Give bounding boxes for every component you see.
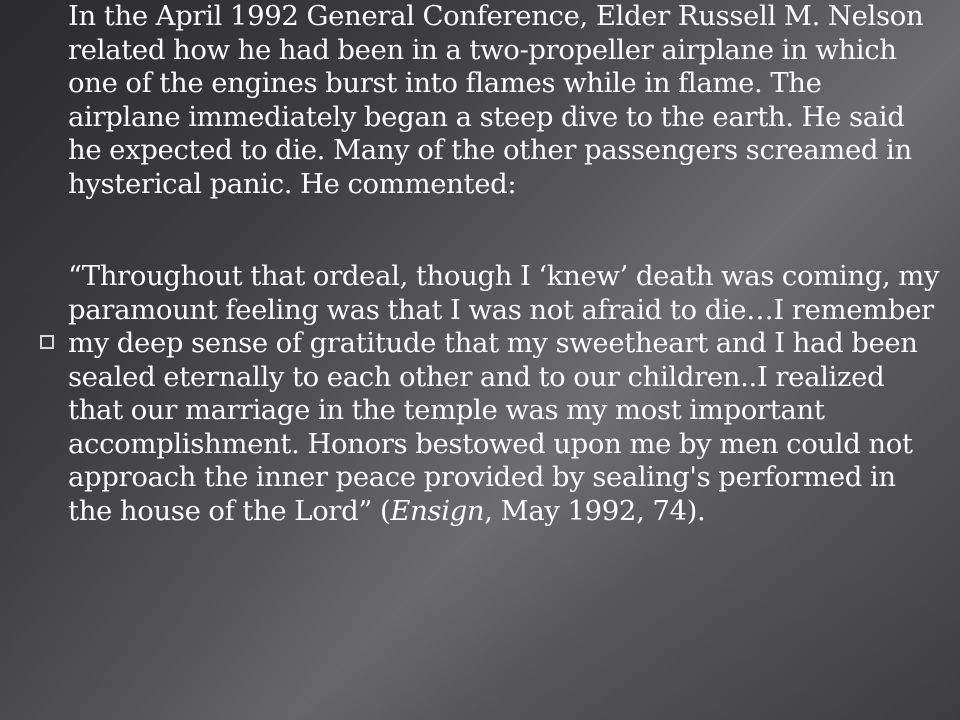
quote-paragraph (68, 260, 940, 528)
intro-paragraph: In the April 1992 General Conference, Elder Russell M. Nelson related how he had been in a two-propeller airplane in which one of the engines burst into flames while in flame. The airplane immediately began a steep dive to the earth. He said he expected to die. Many of the other passengers screamed in hysterical panic. He commented: (68, 0, 924, 200)
citation-tail: , May 1992, 74). (484, 494, 706, 527)
quote-text: “Throughout that ordeal, though I ‘knew’ death was coming, my paramount feeling was that I was not afraid to die…I remember my deep sense of gratitude that my sweetheart and I had been sealed eternally to each other and to our children..I realized that our marriage in the temple was my most important accomplishment. Honors bestowed upon me by men could not approach the inner peace provided by sealing's performed in the house of the Lord” ( (68, 260, 940, 527)
bullet-square-icon (40, 335, 54, 349)
citation-source: Ensign (390, 494, 485, 527)
slide-body (68, 0, 940, 528)
